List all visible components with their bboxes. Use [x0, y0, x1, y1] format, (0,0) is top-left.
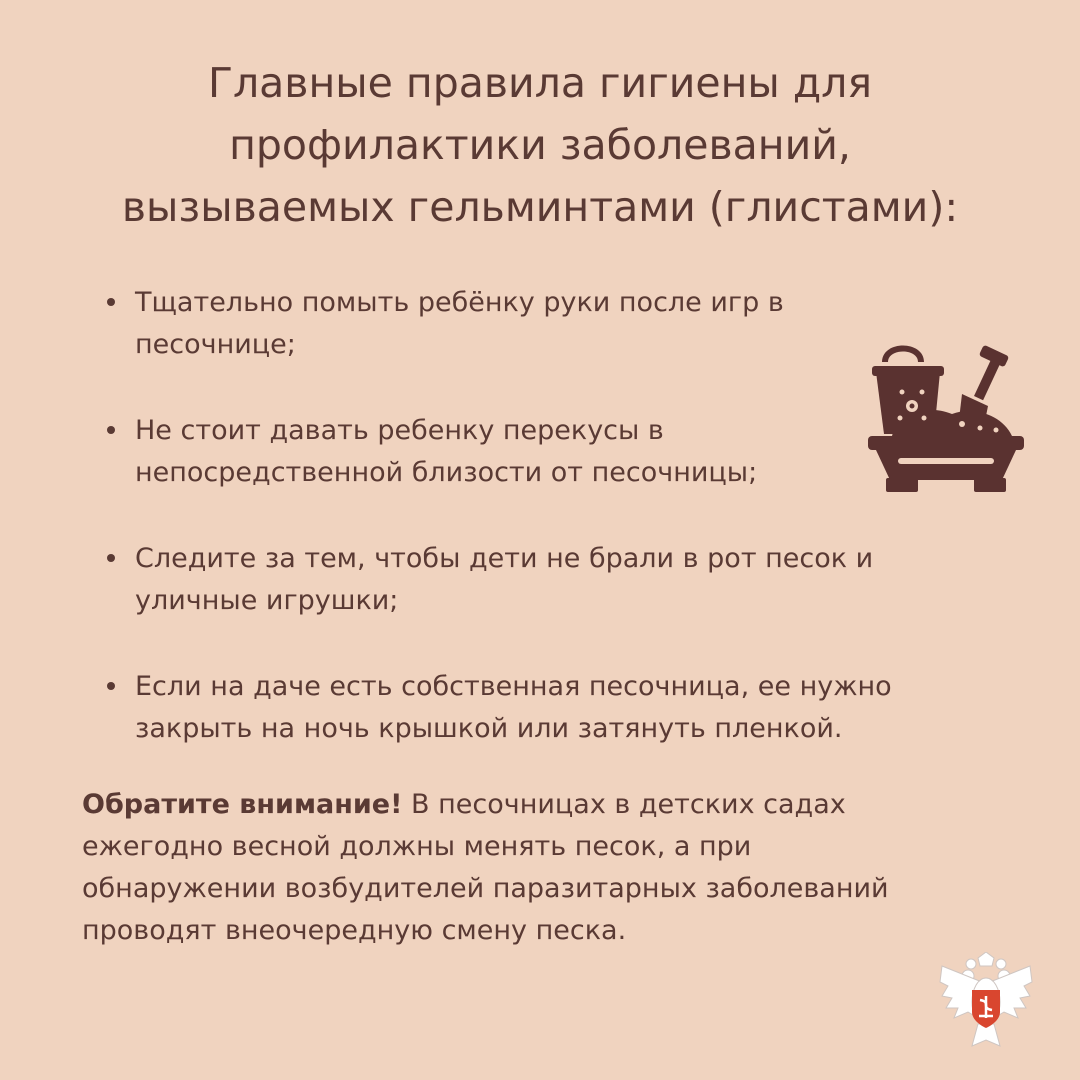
list-item-line-2: уличные игрушки;	[135, 585, 399, 616]
attention-note	[82, 784, 982, 952]
page-title	[40, 52, 1040, 238]
note-bold-label: Обратите внимание!	[82, 789, 403, 820]
list-item	[105, 410, 855, 494]
list-item	[105, 666, 985, 750]
list-item-line-1: Тщательно помыть ребёнку руки после игр в	[135, 287, 784, 318]
list-item-line-2: песочнице;	[135, 329, 296, 360]
note-line-3: обнаружении возбудителей паразитарных заболеваний	[82, 873, 889, 904]
list-item-line-1: Следите за тем, чтобы дети не брали в рот песок и	[135, 543, 874, 574]
list-item	[105, 538, 985, 622]
note-line-1-rest: В песочницах в детских садах	[402, 789, 846, 820]
title-line-2: профилактики заболеваний,	[229, 121, 851, 169]
list-item-line-1: Не стоит давать ребенку перекусы в	[135, 415, 664, 446]
bullet-dot-icon	[107, 298, 115, 306]
eagle-emblem-icon	[938, 952, 1034, 1052]
hygiene-rules-list	[105, 282, 985, 794]
list-item-line-2: непосредственной близости от песочницы;	[135, 457, 758, 488]
title-line-1: Главные правила гигиены для	[207, 59, 873, 107]
bullet-dot-icon	[107, 426, 115, 434]
note-line-1	[82, 784, 982, 826]
list-item-line-1: Если на даче есть собственная песочница, ее нужно	[135, 671, 892, 702]
note-line-4: проводят внеочередную смену песка.	[82, 915, 627, 946]
list-item-line-2: закрыть на ночь крышкой или затянуть пленкой.	[135, 713, 843, 744]
note-line-2: ежегодно весной должны менять песок, а при	[82, 831, 752, 862]
list-item	[105, 282, 855, 366]
bullet-dot-icon	[107, 682, 115, 690]
bullet-dot-icon	[107, 554, 115, 562]
sandbox-icon	[862, 332, 1030, 498]
title-line-3: вызываемых гельминтами (глистами):	[121, 183, 959, 231]
